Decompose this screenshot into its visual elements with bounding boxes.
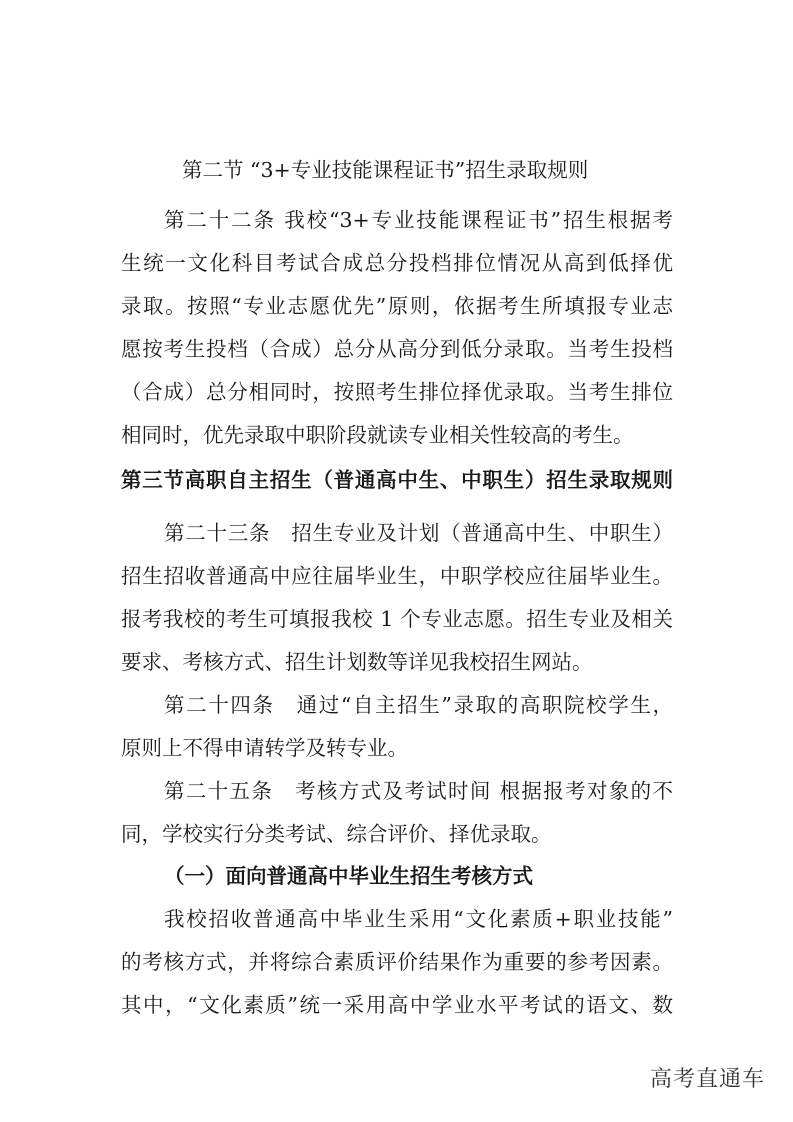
article-23-line-2: 招生招收普通高中应往届毕业生，中职学校应往届毕业生。 (121, 564, 673, 588)
article-23-line-1: 第二十三条 招生专业及计划（普通高中生、中职生） (164, 521, 673, 545)
article-22-line-6: 相同时，优先录取中职阶段就读专业相关性较高的考生。 (121, 423, 634, 447)
section-2-title: 第二节 “3+专业技能课程证书”招生录取规则 (182, 158, 589, 182)
subsection-1-title: （一）面向普通高中毕业生招生考核方式 (164, 864, 533, 888)
article-23-line-4: 要求、考核方式、招生计划数等详见我校招生网站。 (121, 650, 593, 674)
article-25-line-2: 同，学校实行分类考试、综合评价、择优录取。 (121, 822, 552, 846)
subsection-1-line-2: 的考核方式，并将综合素质评价结果作为重要的参考因素。 (121, 950, 673, 974)
article-25-line-1: 第二十五条 考核方式及考试时间 根据报考对象的不 (164, 779, 673, 803)
article-22-line-4: 愿按考生投档（合成）总分从高分到低分录取。当考生投档 (121, 337, 673, 361)
article-22-line-2: 生统一文化科目考试合成总分投档排位情况从高到低择优 (121, 251, 673, 275)
article-23-line-3: 报考我校的考生可填报我校 1 个专业志愿。招生专业及相关 (121, 607, 673, 631)
subsection-1-line-1: 我校招收普通高中毕业生采用“文化素质+职业技能” (164, 907, 673, 931)
article-24-line-2: 原则上不得申请转学及转专业。 (121, 736, 408, 760)
watermark-logo-text: 高考直通车 (649, 1067, 765, 1092)
article-22-line-1: 第二十二条 我校“3+专业技能课程证书”招生根据考 (164, 208, 673, 232)
article-22-line-5: （合成）总分相同时，按照考生排位择优录取。当考生排位 (121, 380, 673, 404)
article-24-line-1: 第二十四条 通过“自主招生”录取的高职院校学生， (164, 693, 673, 717)
article-22-line-3: 录取。按照“专业志愿优先”原则，依据考生所填报专业志 (121, 294, 673, 318)
section-3-title: 第三节高职自主招生（普通高中生、中职生）招生录取规则 (121, 468, 673, 492)
subsection-1-line-3: 其中，“文化素质”统一采用高中学业水平考试的语文、数 (121, 993, 673, 1017)
